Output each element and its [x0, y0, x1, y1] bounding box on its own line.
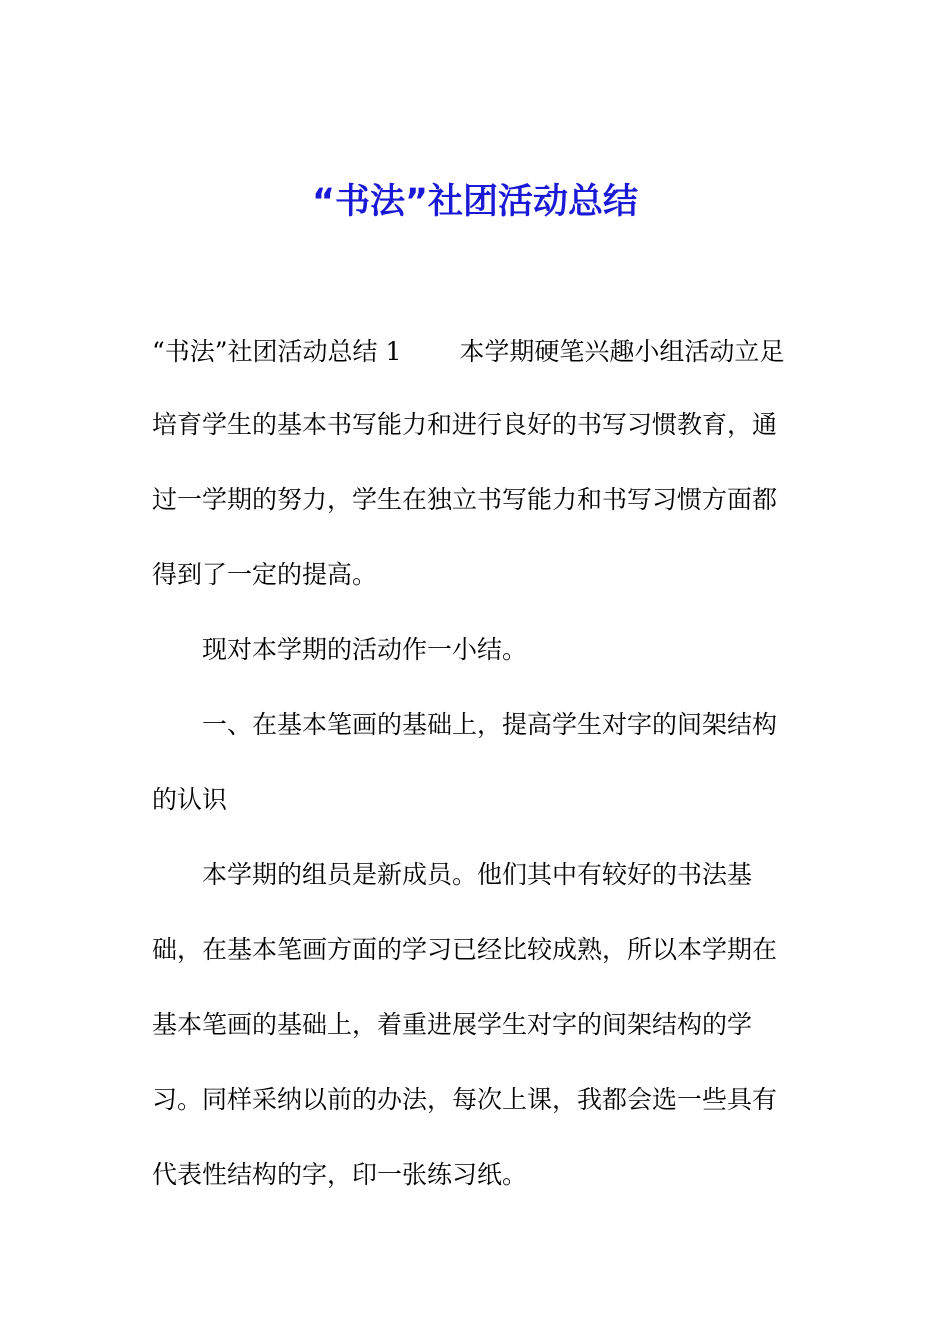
body-line: 代表性结构的字，印一张练习纸。 [152, 1160, 528, 1189]
section-heading-inline: “书法”社团活动总结 1 [152, 337, 402, 366]
body-line: 培育学生的基本书写能力和进行良好的书写习惯教育，通 [152, 410, 778, 439]
body-line: 本学期的组员是新成员。他们其中有较好的书法基 [202, 860, 753, 889]
body-line: 现对本学期的活动作一小结。 [202, 635, 528, 664]
body-line: 得到了一定的提高。 [152, 560, 378, 589]
body-line: 习。同样采纳以前的办法，每次上课，我都会选一些具有 [152, 1085, 778, 1114]
body-line: 础，在基本笔画方面的学习已经比较成熟，所以本学期在 [152, 935, 778, 964]
document-title: “书法”社团活动总结 [311, 182, 638, 222]
section-heading-line: 一、在基本笔画的基础上，提高学生对字的间架结构 [202, 710, 778, 739]
body-text-inline: 本学期硬笔兴趣小组活动立足 [459, 337, 785, 366]
body-line [152, 332, 784, 372]
section-heading-line: 的认识 [152, 785, 228, 814]
body-line: 过一学期的努力，学生在独立书写能力和书写习惯方面都 [152, 485, 778, 514]
body-line: 基本笔画的基础上，着重进展学生对字的间架结构的学 [152, 1010, 753, 1039]
